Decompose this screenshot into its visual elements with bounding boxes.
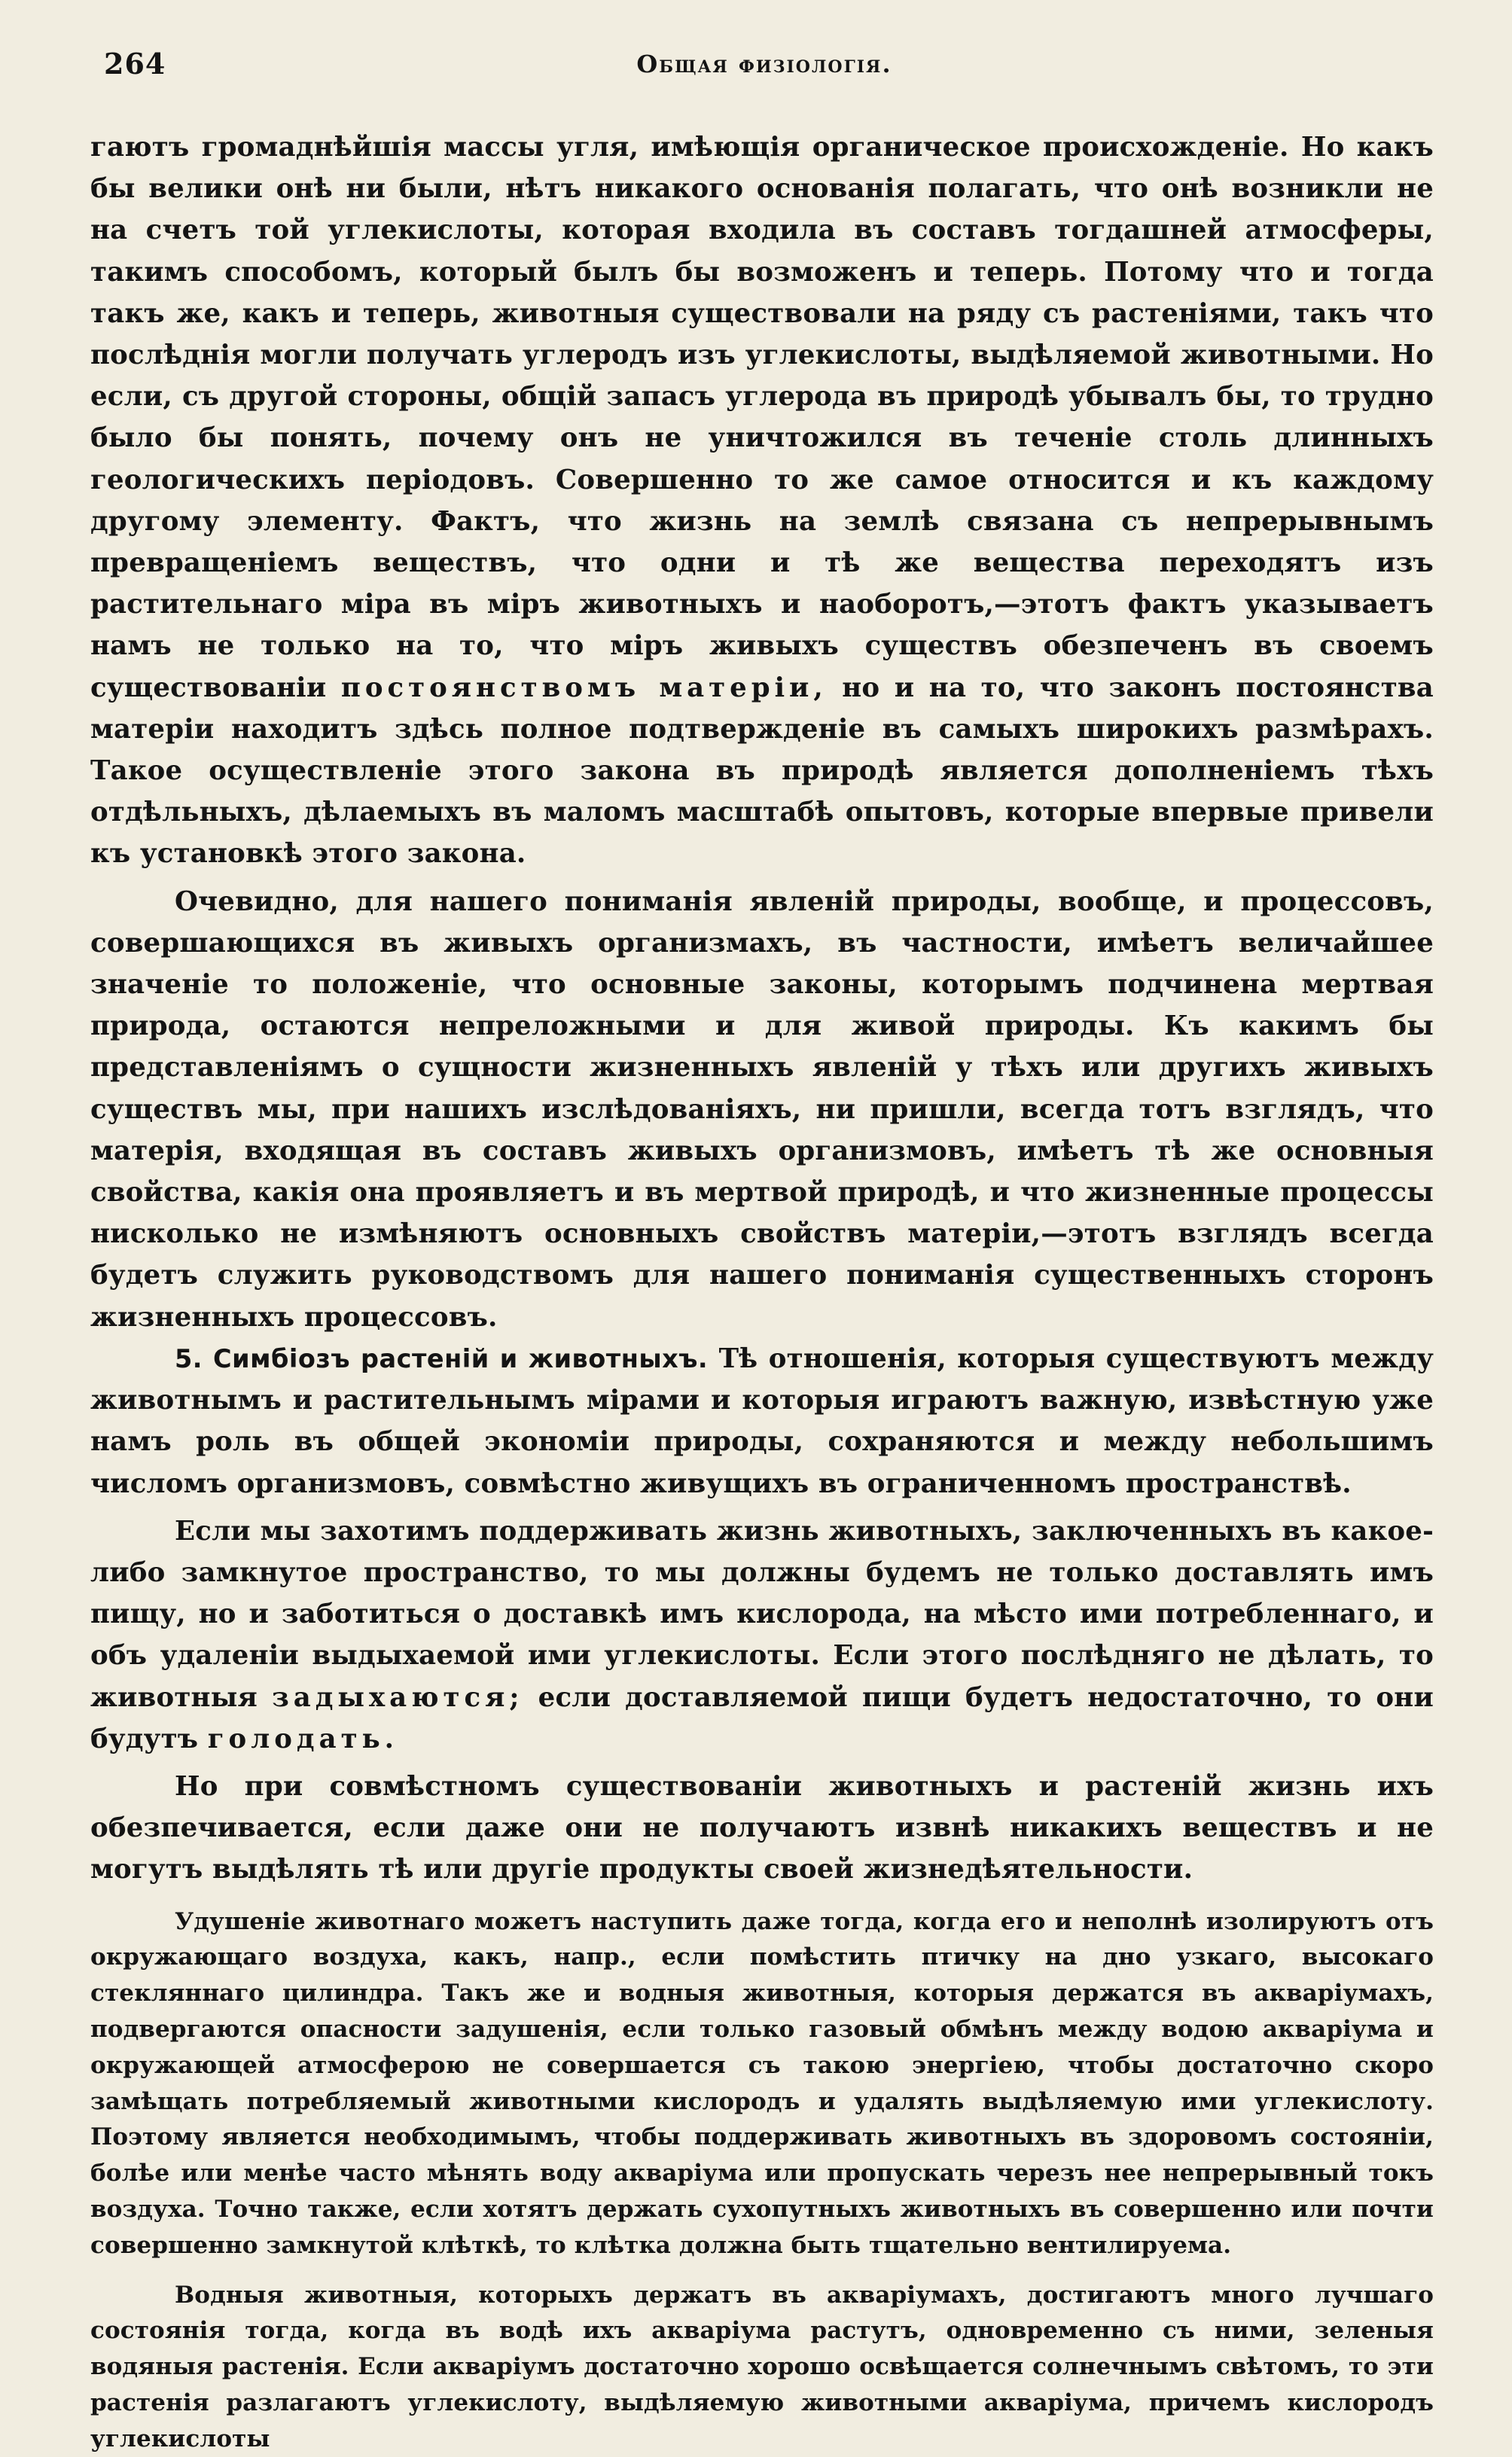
paragraph-3 bbox=[90, 1338, 1434, 1504]
page-number: 264 bbox=[104, 47, 166, 81]
spaced-emphasis: постоянствомъ матерiи, bbox=[341, 672, 828, 703]
running-title: Общая физiологiя. bbox=[104, 50, 1425, 78]
small-paragraph-2: Водныя животныя, которыхъ держатъ въ акварiумахъ, достигаютъ много лучшаго состоянiя тогда, когда въ водѣ ихъ акварiума растутъ, одновременно съ ними, зеленыя водяныя растенiя. Если акварiумъ достаточно хорошо освѣщается солнечнымъ свѣтомъ, то эти растенiя разлагаютъ углекислоту, выдѣляемую животными акварiума, причемъ кислородъ углекислоты bbox=[90, 2278, 1434, 2457]
paragraph-1-text: гаютъ громаднѣйшiя массы угля, имѣющiя органическое происхожденiе. Но какъ бы велики онѣ ни были, нѣтъ никакого основанiя полагать, что онѣ возникли не на счетъ той углекислоты, которая входила въ составъ тогдашней атмосферы, такимъ способомъ, который былъ бы возможенъ и теперь. Потому что и тогда такъ же, какъ и теперь, животныя существовали на ряду съ растенiями, такъ что послѣднiя могли получать углеродъ изъ углекислоты, выдѣляемой животными. Но если, съ другой стороны, общiй запасъ углерода въ природѣ убывалъ бы, то трудно было бы понять, почему онъ не уничтожился въ теченiе столь длинныхъ геологическихъ перiодовъ. Совершенно то же самое относится и къ каждому другому элементу. Фактъ, что жизнь на землѣ связана съ непрерывнымъ превращенiемъ веществъ, что одни и тѣ же вещества переходятъ изъ растительнаго мiра въ мiръ животныхъ и наоборотъ,—этотъ фактъ указываетъ намъ не только на то, что мiръ живыхъ существъ обезпеченъ въ своемъ существованiи bbox=[90, 132, 1434, 703]
paragraph-1 bbox=[90, 127, 1434, 875]
spaced-emphasis: голодать. bbox=[208, 1724, 398, 1754]
paragraph-4-mid: если доставляемой пищи будетъ недостаточно, то они будутъ bbox=[90, 1682, 1434, 1754]
paragraph-5: Но при совмѣстномъ существованiи животныхъ и растенiй жизнь ихъ обезпечивается, если даже они не получаютъ извнѣ никакихъ веществъ и не могутъ выдѣлять тѣ или другiе продукты своей жизнедѣятельности. bbox=[90, 1766, 1434, 1891]
small-paragraph-1: Удушенiе животнаго можетъ наступить даже тогда, когда его и неполнѣ изолируютъ отъ окружающаго воздуха, какъ, напр., если помѣстить птичку на дно узкаго, высокаго стекляннаго цилиндра. Такъ же и водныя животныя, которыя держатся въ акварiумахъ, подвергаются опасности задушенiя, если только газовый обмѣнъ между водою акварiума и окружающей атмосферою не совершается съ такою энергiею, чтобы достаточно скоро замѣщать потребляемый животными кислородъ и удалять выдѣляемую ими углекислоту. Поэтому является необходимымъ, чтобы поддерживать животныхъ въ здоровомъ состоянiи, болѣе или менѣе часто мѣнять воду акварiума или пропускать черезъ нее непрерывный токъ воздуха. Точно также, если хотятъ держать сухопутныхъ животныхъ въ совершенно или почти совершенно замкнутой клѣткѣ, то клѣтка должна быть тщательно вентилируема. bbox=[90, 1904, 1434, 2264]
body-text bbox=[90, 127, 1434, 2457]
paragraph-2: Очевидно, для нашего пониманiя явленiй природы, вообще, и процессовъ, совершающихся въ живыхъ организмахъ, въ частности, имѣетъ величайшее значенiе то положенiе, что основные законы, которымъ подчинена мертвая природа, остаются непреложными и для живой природы. Къ какимъ бы представленiямъ о сущности жизненныхъ явленiй у тѣхъ или другихъ живыхъ существъ мы, при нашихъ изслѣдованiяхъ, ни пришли, всегда тотъ взглядъ, что матерiя, входящая въ составъ живыхъ организмовъ, имѣетъ тѣ же основныя свойства, какiя она проявляетъ и въ мертвой природѣ, и что жизненные процессы нисколько не измѣняютъ основныхъ свойствъ матерiи,—этотъ взглядъ всегда будетъ служить руководствомъ для нашего пониманiя существенныхъ сторонъ жизненныхъ процессовъ. bbox=[90, 881, 1434, 1338]
section-heading: 5. Симбiозъ растенiй и животныхъ. bbox=[175, 1344, 708, 1373]
spaced-emphasis: задыхаются; bbox=[272, 1682, 523, 1713]
paragraph-1-end: но и на то, что законъ постоянства матерiи находитъ здѣсь полное подтвержденiе въ самыхъ широкихъ размѣрахъ. Такое осуществленiе этого закона въ природѣ является дополненiемъ тѣхъ отдѣльныхъ, дѣлаемыхъ въ маломъ масштабѣ опытовъ, которые впервые привели къ установкѣ этого закона. bbox=[90, 672, 1434, 870]
paragraph-4 bbox=[90, 1510, 1434, 1760]
page-header bbox=[104, 47, 1425, 99]
paragraph-3-text: Тѣ отношенiя, которыя существуютъ между животнымъ и растительнымъ мiрами и которыя играютъ важную, извѣстную уже намъ роль въ общей экономiи природы, сохраняются и между небольшимъ числомъ организмовъ, совмѣстно живущихъ въ ограниченномъ пространствѣ. bbox=[90, 1343, 1434, 1499]
paragraph-4-text: Если мы захотимъ поддерживать жизнь животныхъ, заключенныхъ въ какое-либо замкнутое пространство, то мы должны будемъ не только доставлять имъ пищу, но и заботиться о доставкѣ имъ кислорода, на мѣсто ими потребленнаго, и объ удаленiи выдыхаемой ими углекислоты. Если этого послѣдняго не дѣлать, то животныя bbox=[90, 1516, 1434, 1713]
